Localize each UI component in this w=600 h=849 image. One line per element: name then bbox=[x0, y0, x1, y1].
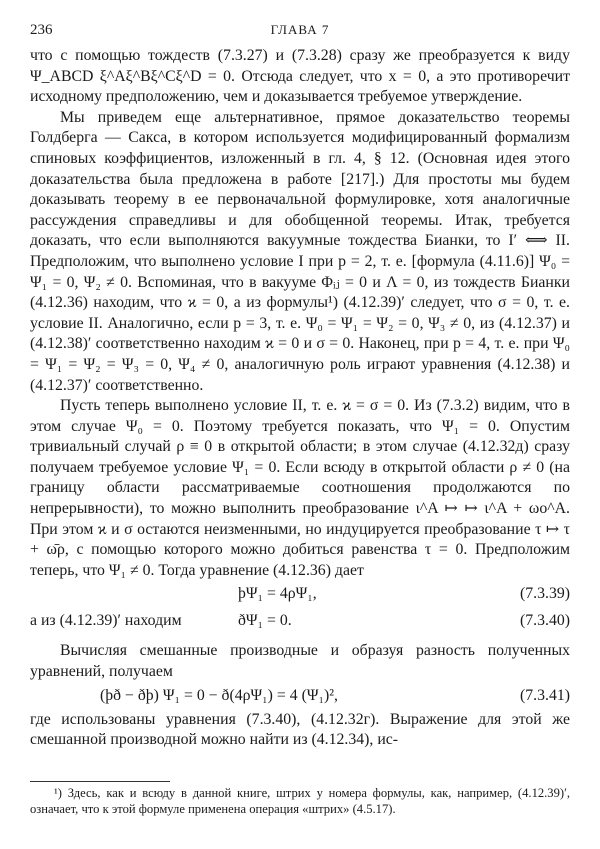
page-number: 236 bbox=[30, 22, 53, 38]
paragraph-3: Пусть теперь выполнено условие II, т. е. ϰ = σ = 0. Из (7.3.2) видим, что в этом случае Ψ₀ = 0. Поэтому требуется показать, что Ψ₁ = 0. Опустим тривиальный случай ρ ≡ 0 в открытой области; в этом случае (4.12.32д) сразу получаем требуемое условие Ψ₁ = 0. Если всюду в открытой области ρ ≠ 0 (на границу области рассматриваемые соотношения продолжаются по непрерывности), то можно выполнить преобразование ι^A ↦ ↦ ι^A + ωo^A. При этом ϰ и σ остаются неизменными, но индуцируется преобразование τ ↦ τ + ω̄ρ, с помощью которого можно добиться равенства τ = 0. Предположим теперь, что Ψ₁ ≠ 0. Тогда уравнение (4.12.36) дает bbox=[30, 397, 570, 579]
equation-7-3-40 bbox=[30, 608, 570, 635]
paragraph-5: где использованы уравнения (7.3.40), (4.12.32г). Выражение для этой же смешанной производной можно найти из (4.12.34), ис- bbox=[30, 710, 570, 749]
footnote-1: ¹) Здесь, как и всюду в данной книге, штрих у номера формулы, как, например, (4.12.39)′, означает, что к этой формуле применена операция «штрих» (4.5.17). bbox=[30, 786, 570, 816]
equation-number: (7.3.39) bbox=[519, 585, 570, 603]
paragraph-2: Мы приведем еще альтернативное, прямое доказательство теоремы Голдберга — Сакса, в котором используется модифицированный формализм спиновых коэффициентов, изложенный в гл. 4, § 12. (Основная идея этого доказательства была предложена в работе [217].) Для простоты мы будем доказывать теорему в ее первоначальной формулировке, хотя аналогичные рассуждения справедливы и для обобщенной теоремы. Итак, требуется доказать, что если выполняются вакуумные тождества Бианки, то I′ ⟺ II. Предположим, что выполнено условие I при p = 2, т. е. [формула (4.11.6)] Ψ₀ = Ψ₁ = 0, Ψ₂ ≠ 0. Вспоминая, что в вакууме Φᵢⱼ = 0 и Λ = 0, из тождеств Бианки (4.12.36) находим, что ϰ = 0, а из формулы¹) (4.12.39)′ следует, что σ = 0, т. е. условие II. Аналогично, если p = 3, т. е. Ψ₀ = Ψ₁ = Ψ₂ = 0, Ψ₃ ≠ 0, из (4.12.37) и (4.12.38)′ соответственно находим ϰ = 0 и σ = 0. Наконец, при p = 4, т. е. при Ψ₀ = Ψ₁ = Ψ₂ = Ψ₃ = 0, Ψ₄ ≠ 0, аналогичную роль играют уравнения (4.12.38) и (4.12.37)′ соответственно. bbox=[30, 108, 570, 394]
footnote-rule bbox=[30, 781, 170, 782]
page-header bbox=[30, 22, 570, 42]
equation-formula: (þð − ðþ) Ψ₁ = 0 − ð(4ρΨ₁) = 4 (Ψ₁)², bbox=[100, 686, 338, 704]
equation-7-3-41 bbox=[30, 683, 570, 710]
equation-7-3-39 bbox=[30, 581, 570, 608]
running-title: ГЛАВА 7 bbox=[270, 22, 330, 37]
main-text bbox=[30, 46, 570, 751]
paragraph-4: Вычисляя смешанные производные и образуя разность полученных уравнений, получаем bbox=[30, 642, 570, 681]
footnotes bbox=[30, 781, 570, 817]
equation-formula: þΨ₁ = 4ρΨ₁, bbox=[238, 585, 317, 603]
equation-lead-text: а из (4.12.39)′ находим bbox=[30, 612, 182, 630]
equation-number: (7.3.40) bbox=[519, 612, 570, 630]
equation-formula: ðΨ₁ = 0. bbox=[238, 612, 292, 630]
paragraph-1: что с помощью тождеств (7.3.27) и (7.3.28) сразу же преобразуется к виду Ψ_ABCD ξ^Aξ^Bξ^Cξ^D = 0. Отсюда следует, что x = 0, а это противоречит исходному предположению, чем и доказывается требуемое утверждение. bbox=[30, 47, 570, 106]
equation-number: (7.3.41) bbox=[519, 686, 570, 704]
